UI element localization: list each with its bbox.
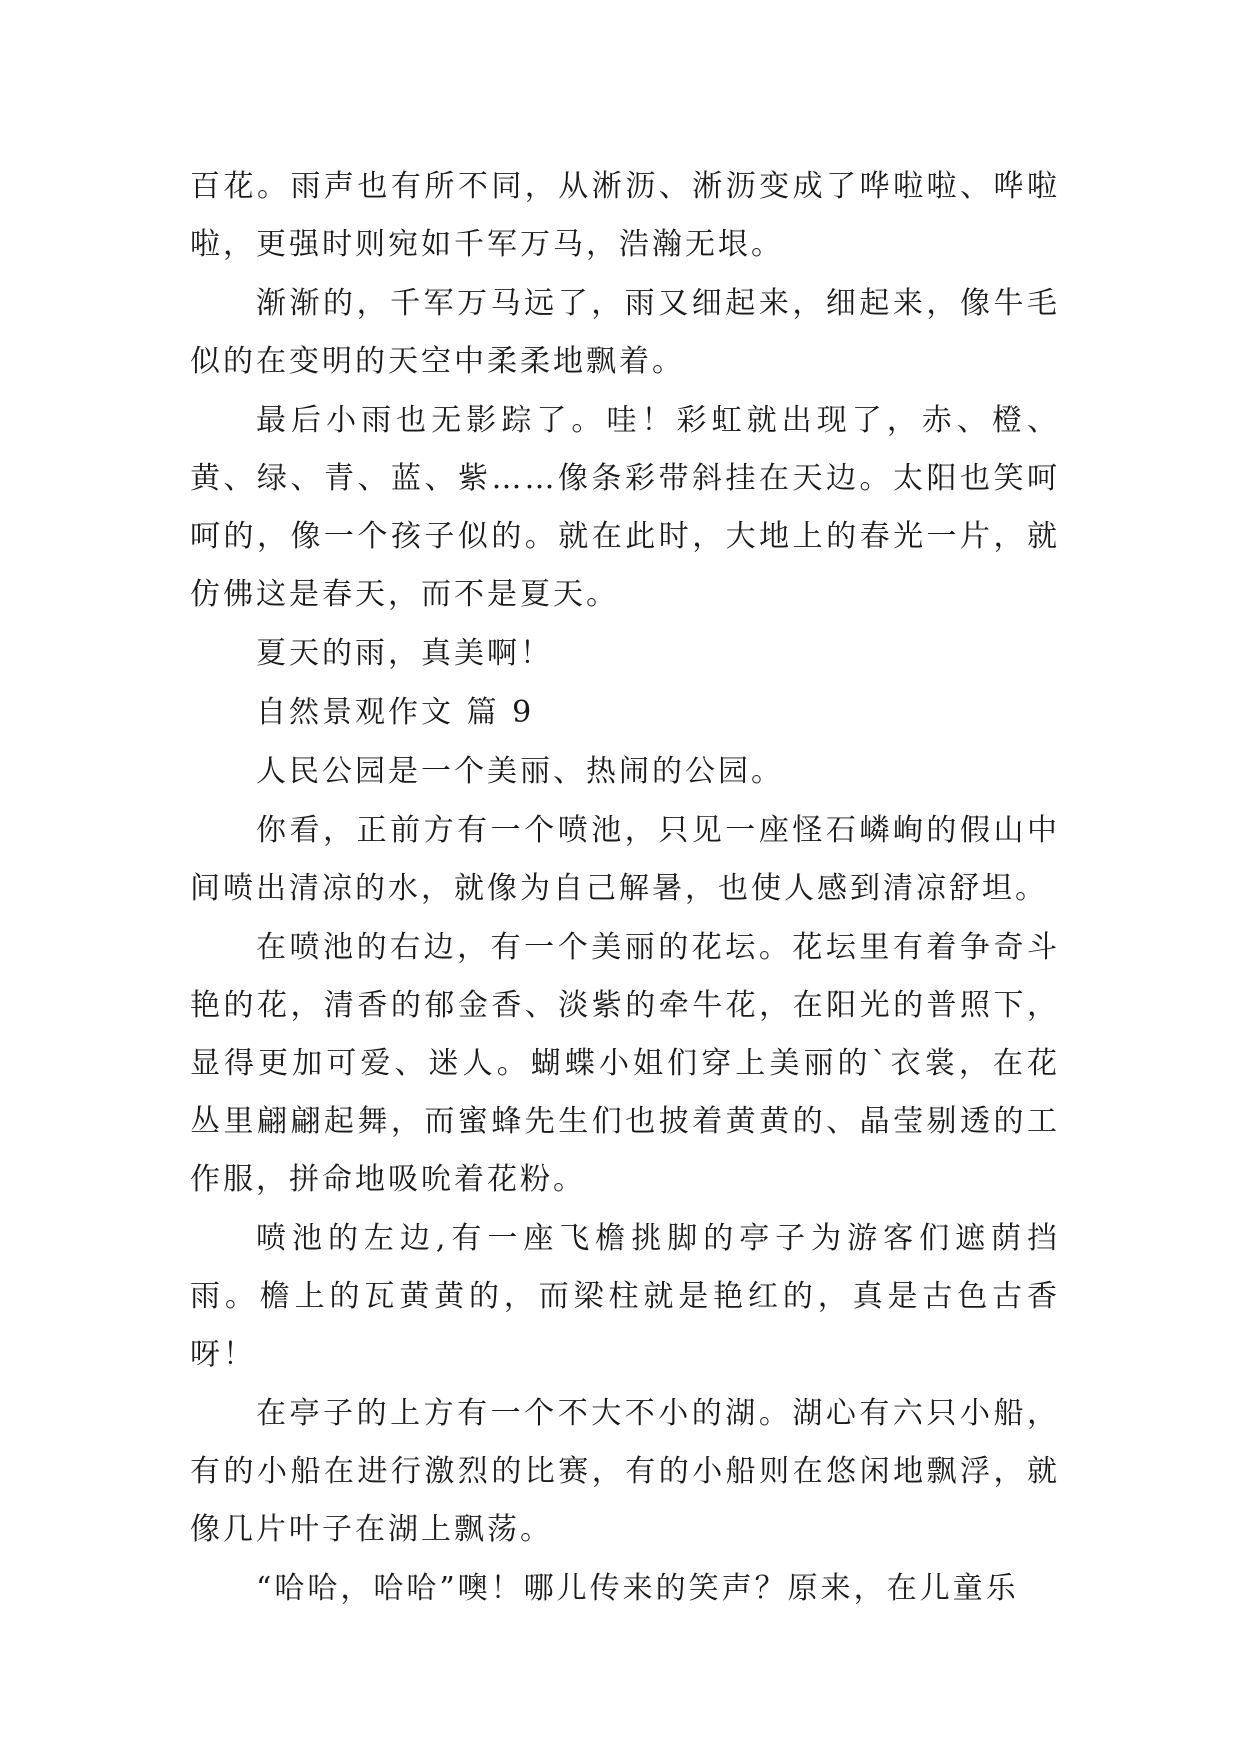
paragraph: 最后小雨也无影踪了。哇！彩虹就出现了，赤、橙、黄、绿、青、蓝、紫……像条彩带斜挂在天边。太阳也笑呵呵的，像一个孩子似的。就在此时，大地上的春光一片，就仿佛这是春天，而不是夏天。 xyxy=(190,403,1060,612)
paragraph: 人民公园是一个美丽、热闹的公园。 xyxy=(256,754,784,789)
section-heading: 自然景观作文 篇 9 xyxy=(256,695,535,730)
paragraph-continuation: 百花。雨声也有所不同，从淅沥、淅沥变成了哗啦啦、哗啦啦，更强时则宛如千军万马，浩瀚无垠。 xyxy=(190,169,1060,262)
paragraph: 喷池的左边,有一座飞檐挑脚的亭子为游客们遮荫挡雨。檐上的瓦黄黄的，而梁柱就是艳红的，真是古色古香呀！ xyxy=(190,1221,1060,1372)
document-body xyxy=(190,158,1060,1619)
paragraph: 在亭子的上方有一个不大不小的湖。湖心有六只小船，有的小船在进行激烈的比赛，有的小船则在悠闲地飘浮，就像几片叶子在湖上飘荡。 xyxy=(190,1396,1060,1547)
paragraph: 在喷池的右边，有一个美丽的花坛。花坛里有着争奇斗艳的花，清香的郁金香、淡紫的牵牛花，在阳光的普照下，显得更加可爱、迷人。蝴蝶小姐们穿上美丽的`衣裳，在花丛里翩翩起舞，而蜜蜂先生们也披着黄黄的、晶莹剔透的工作服，拼命地吸吮着花粉。 xyxy=(190,930,1060,1197)
paragraph: “哈哈，哈哈”噢！哪儿传来的笑声？原来，在儿童乐 xyxy=(256,1571,1019,1606)
paragraph: 渐渐的，千军万马远了，雨又细起来，细起来，像牛毛似的在变明的天空中柔柔地飘着。 xyxy=(190,286,1060,379)
paragraph: 夏天的雨，真美啊！ xyxy=(256,636,553,671)
paragraph: 你看，正前方有一个喷池，只见一座怪石嶙峋的假山中间喷出清凉的水，就像为自己解暑，也使人感到清凉舒坦。 xyxy=(190,813,1060,906)
